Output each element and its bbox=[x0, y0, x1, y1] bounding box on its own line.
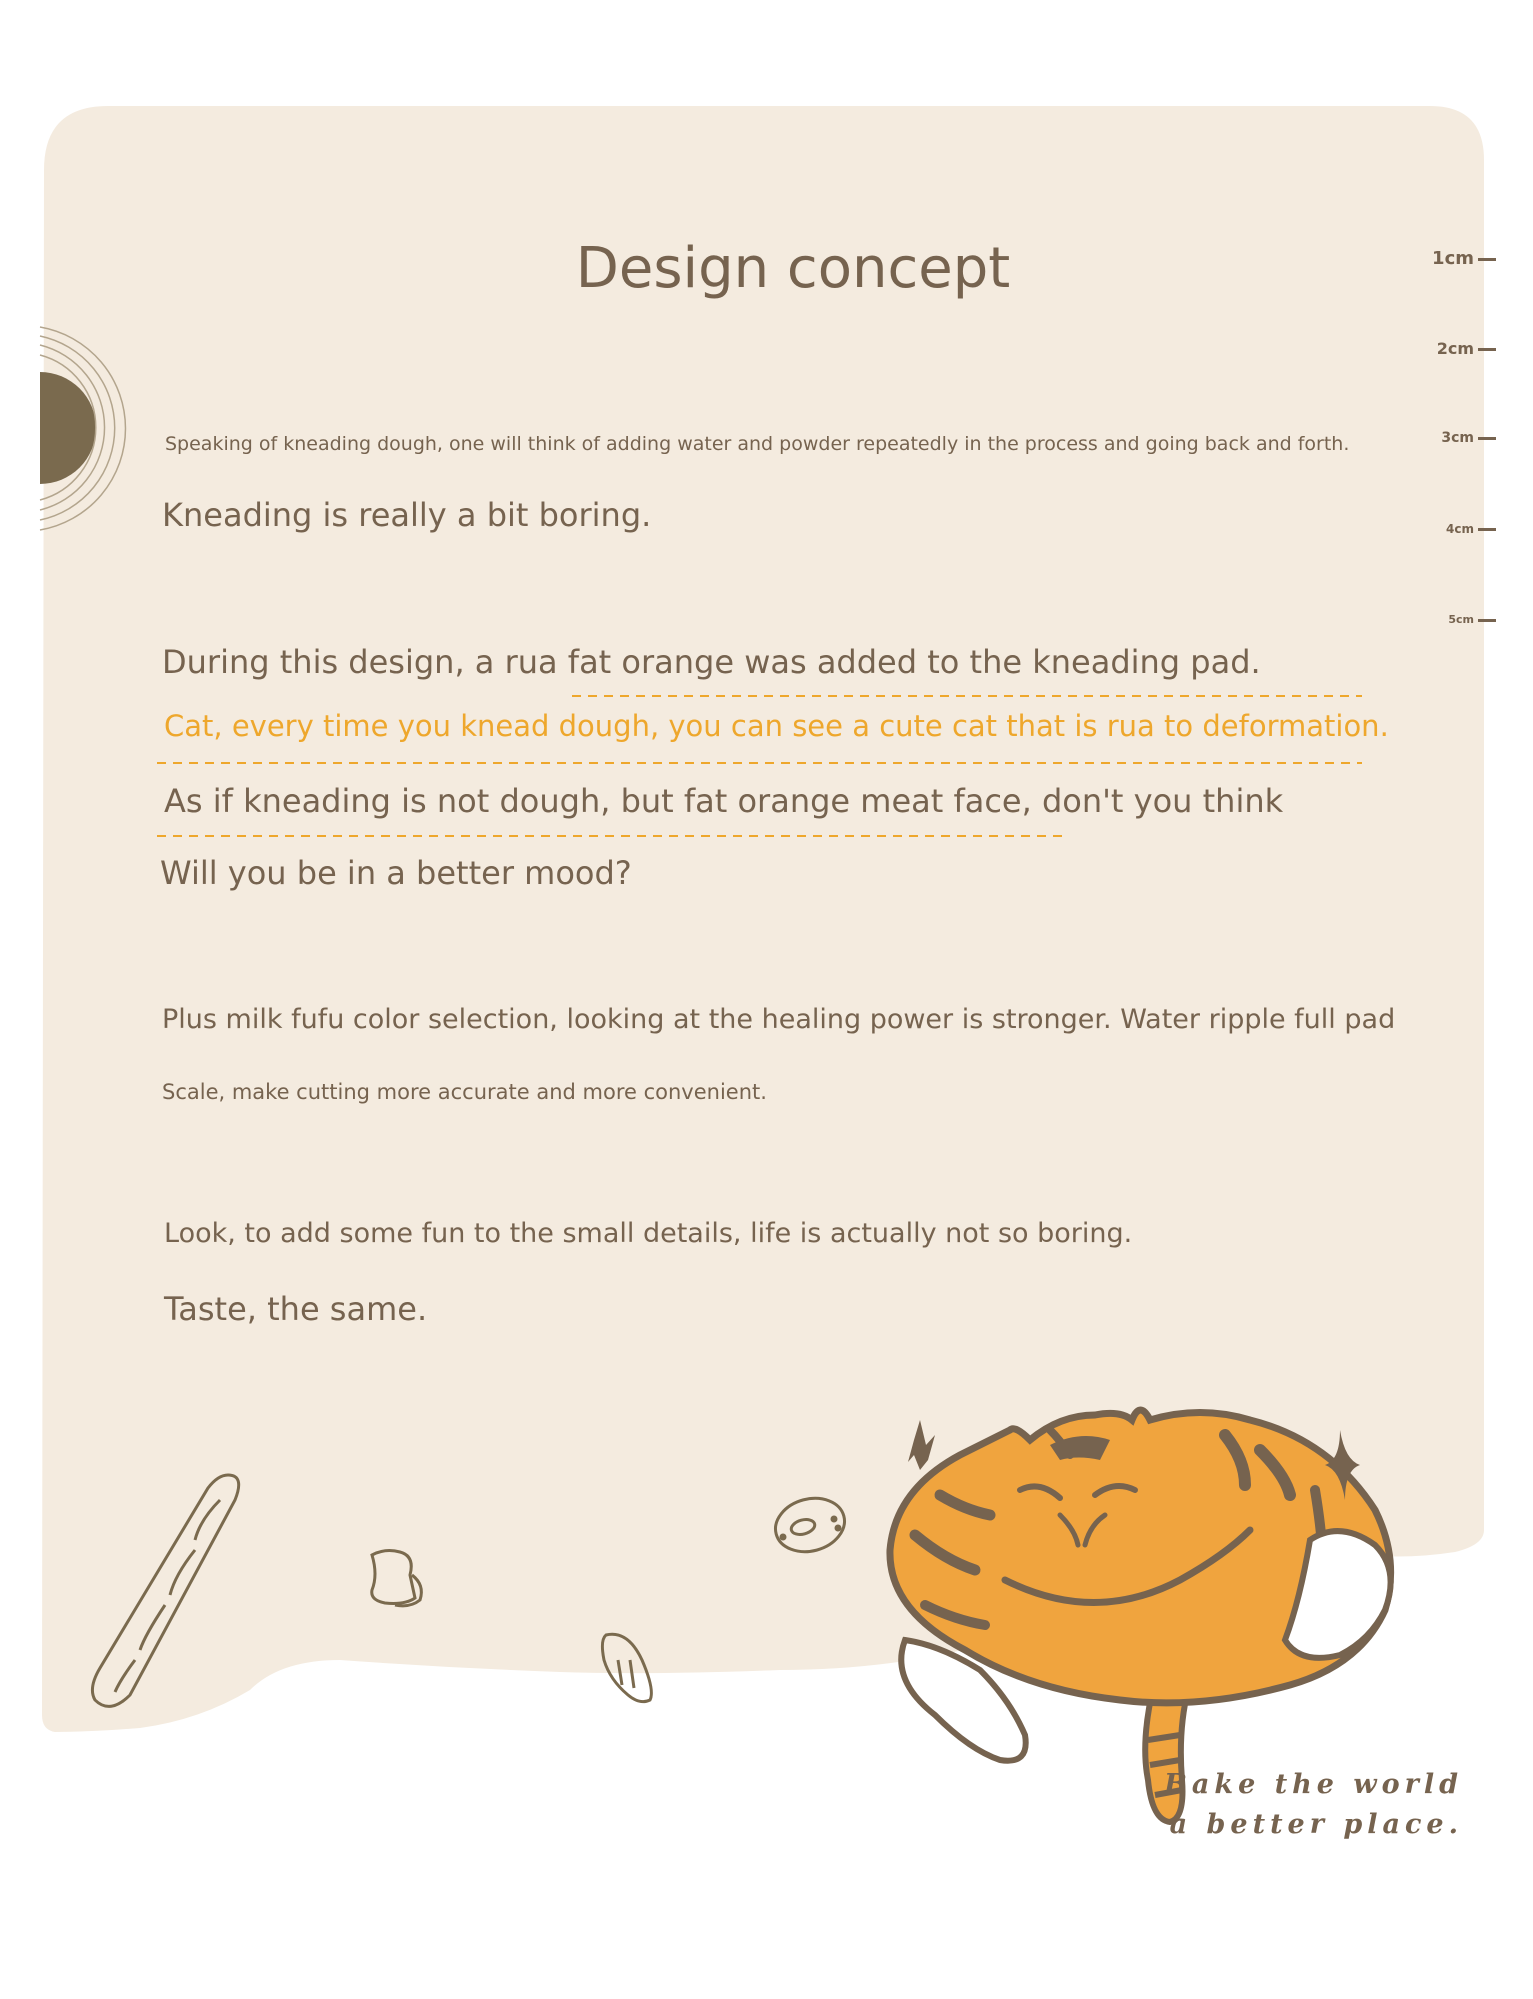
ruler-mark-4 bbox=[1446, 522, 1496, 536]
cat-highlight-line: Cat, every time you knead dough, you can see a cute cat that is rua to deformation. bbox=[164, 709, 1389, 743]
boring-line: Kneading is really a bit boring. bbox=[162, 496, 652, 534]
as-if-line: As if kneading is not dough, but fat orange meat face, don't you think bbox=[164, 782, 1284, 820]
details-line: Look, to add some fun to the small details, life is actually not so boring. bbox=[164, 1218, 1133, 1249]
fat-orange-cat-icon bbox=[890, 1410, 1391, 1822]
ruler-label: 1cm bbox=[1432, 248, 1474, 269]
taste-line: Taste, the same. bbox=[164, 1290, 428, 1328]
slogan-line-2: a better place. bbox=[1169, 1809, 1463, 1840]
slogan bbox=[1164, 1765, 1463, 1845]
color-selection-line: Plus milk fufu color selection, looking at the healing power is stronger. Water ripple full pad bbox=[162, 1004, 1396, 1035]
ruler-mark-2 bbox=[1437, 339, 1496, 358]
ruler-mark-5 bbox=[1448, 613, 1496, 626]
slogan-line-1: Bake the world bbox=[1164, 1769, 1463, 1800]
intro-line: Speaking of kneading dough, one will think of adding water and powder repeatedly in the process and going back and forth. bbox=[165, 433, 1350, 455]
ruler-label: 5cm bbox=[1448, 613, 1474, 626]
ruler-label: 4cm bbox=[1446, 522, 1474, 536]
ruler-mark-1 bbox=[1432, 248, 1496, 269]
scale-line: Scale, make cutting more accurate and more convenient. bbox=[162, 1080, 767, 1104]
ruler-label: 2cm bbox=[1436, 339, 1474, 358]
ruler-label: 3cm bbox=[1441, 430, 1474, 446]
mood-line: Will you be in a better mood? bbox=[160, 854, 632, 892]
page-title: Design concept bbox=[575, 236, 1011, 301]
ruler-mark-3 bbox=[1441, 430, 1496, 446]
design-line: During this design, a rua fat orange was added to the kneading pad. bbox=[162, 643, 1261, 681]
